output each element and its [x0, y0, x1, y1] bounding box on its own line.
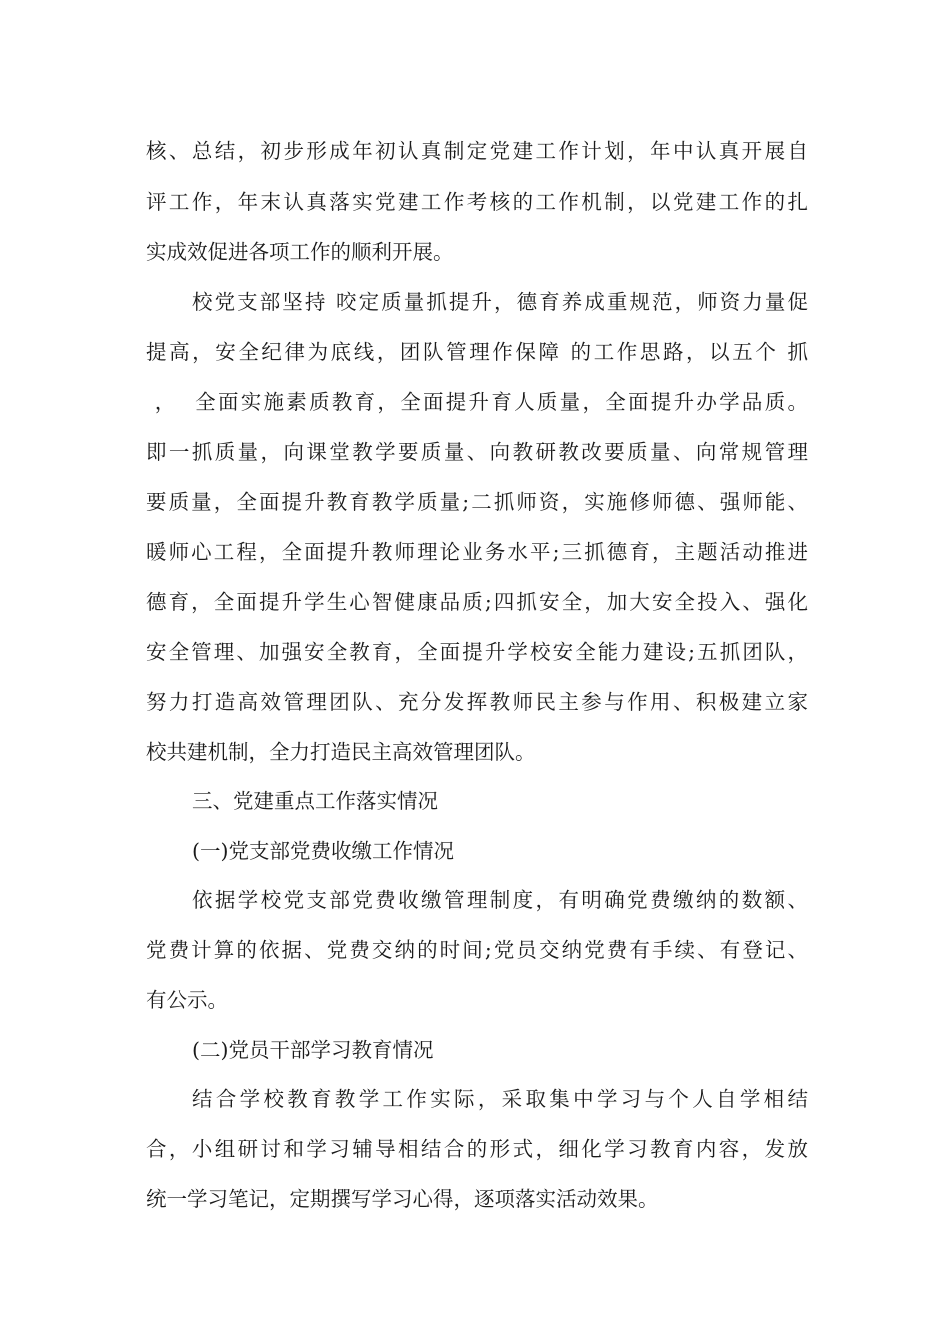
text-line: 评工作，年末认真落实党建工作考核的工作机制，以党建工作的扎 — [146, 190, 808, 214]
text-line: 暖师心工程，全面提升教师理论业务水平;三抓德育，主题活动推进 — [146, 540, 808, 564]
text-line: 安全管理、加强安全教育，全面提升学校安全能力建设;五抓团队， — [146, 640, 808, 664]
text-line: 合，小组研讨和学习辅导相结合的形式，细化学习教育内容，发放 — [146, 1137, 808, 1161]
section-heading: 三、党建重点工作落实情况 — [192, 789, 438, 813]
text-line: 德育，全面提升学生心智健康品质;四抓安全，加大安全投入、强化 — [146, 590, 808, 614]
text-line: 提高，安全纪律为底线，团队管理作保障 的工作思路，以五个 抓 — [146, 340, 808, 364]
text-line: 努力打造高效管理团队、充分发挥教师民主参与作用、积极建立家 — [146, 690, 808, 714]
text-line: ， 全面实施素质教育，全面提升育人质量，全面提升办学品质。 — [146, 390, 808, 414]
subsection-heading: (一)党支部党费收缴工作情况 — [192, 839, 454, 863]
text-line: 校共建机制，全力打造民主高效管理团队。 — [146, 740, 536, 764]
text-line: 依据学校党支部党费收缴管理制度，有明确党费缴纳的数额、 — [192, 888, 808, 912]
subsection-heading: (二)党员干部学习教育情况 — [192, 1038, 434, 1062]
text-line: 即一抓质量，向课堂教学要质量、向教研教改要质量、向常规管理 — [146, 440, 808, 464]
text-line: 要质量，全面提升教育教学质量;二抓师资，实施修师德、强师能、 — [146, 490, 808, 514]
text-line: 校党支部坚持 咬定质量抓提升，德育养成重规范，师资力量促 — [192, 290, 808, 314]
text-line: 实成效促进各项工作的顺利开展。 — [146, 240, 454, 264]
text-line: 党费计算的依据、党费交纳的时间;党员交纳党费有手续、有登记、 — [146, 938, 808, 962]
text-line: 结合学校教育教学工作实际，采取集中学习与个人自学相结 — [192, 1087, 808, 1111]
text-line: 统一学习笔记，定期撰写学习心得，逐项落实活动效果。 — [146, 1187, 659, 1211]
text-line: 核、总结，初步形成年初认真制定党建工作计划，年中认真开展自 — [146, 139, 808, 163]
text-line: 有公示。 — [146, 988, 228, 1012]
